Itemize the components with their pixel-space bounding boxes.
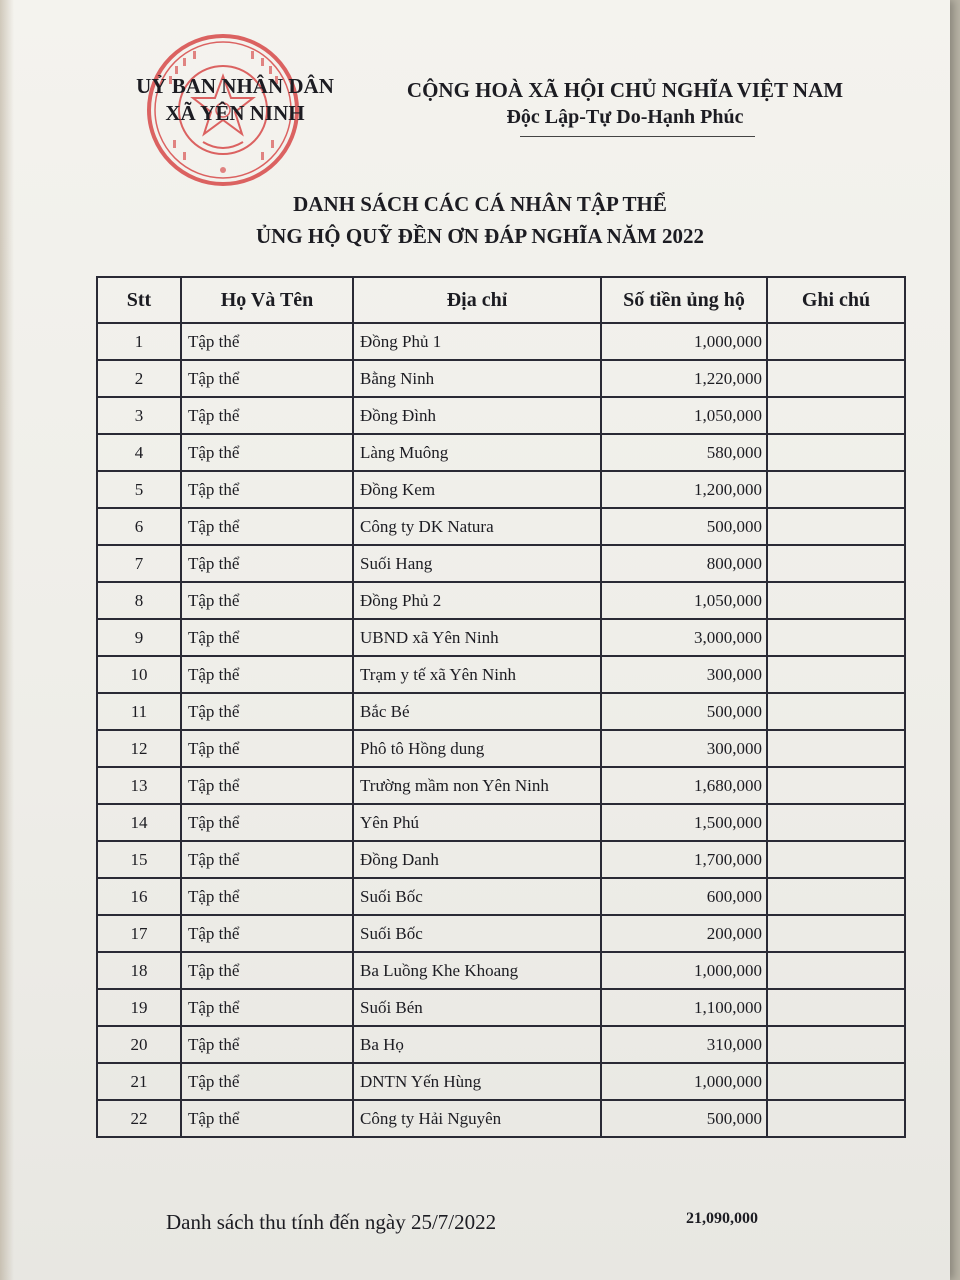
row-name: Tập thể [181, 1100, 353, 1137]
row-stt: 18 [97, 952, 181, 989]
row-amount: 1,680,000 [601, 767, 767, 804]
row-note [767, 1100, 905, 1137]
table-header-row [97, 277, 905, 323]
row-address: Đồng Phủ 1 [353, 323, 601, 360]
row-address: Ba Họ [353, 1026, 601, 1063]
row-name: Tập thể [181, 767, 353, 804]
row-name: Tập thể [181, 804, 353, 841]
row-address: Suối Hang [353, 545, 601, 582]
row-note [767, 545, 905, 582]
row-address: Đồng Kem [353, 471, 601, 508]
row-address: Ba Luồng Khe Khoang [353, 952, 601, 989]
table-row [97, 1026, 905, 1063]
row-name: Tập thể [181, 360, 353, 397]
row-amount: 1,050,000 [601, 582, 767, 619]
row-stt: 17 [97, 915, 181, 952]
row-stt: 11 [97, 693, 181, 730]
row-stt: 13 [97, 767, 181, 804]
row-amount: 1,100,000 [601, 989, 767, 1026]
row-note [767, 915, 905, 952]
row-name: Tập thể [181, 1026, 353, 1063]
row-stt: 1 [97, 323, 181, 360]
row-stt: 5 [97, 471, 181, 508]
row-name: Tập thể [181, 989, 353, 1026]
row-amount: 3,000,000 [601, 619, 767, 656]
row-name: Tập thể [181, 915, 353, 952]
row-stt: 22 [97, 1100, 181, 1137]
row-amount: 300,000 [601, 656, 767, 693]
row-address: Công ty DK Natura [353, 508, 601, 545]
row-amount: 310,000 [601, 1026, 767, 1063]
row-note [767, 471, 905, 508]
table-row [97, 471, 905, 508]
row-note [767, 656, 905, 693]
column-header-address: Địa chỉ [353, 277, 601, 323]
motto-underline [520, 136, 755, 137]
row-stt: 15 [97, 841, 181, 878]
row-note [767, 360, 905, 397]
row-note [767, 841, 905, 878]
row-amount: 300,000 [601, 730, 767, 767]
row-note [767, 619, 905, 656]
row-note [767, 989, 905, 1026]
row-address: Trạm y tế xã Yên Ninh [353, 656, 601, 693]
row-address: Đồng Đình [353, 397, 601, 434]
table-row [97, 582, 905, 619]
row-stt: 10 [97, 656, 181, 693]
row-address: Suối Bốc [353, 878, 601, 915]
row-address: DNTN Yến Hùng [353, 1063, 601, 1100]
row-amount: 500,000 [601, 693, 767, 730]
row-stt: 14 [97, 804, 181, 841]
row-name: Tập thể [181, 730, 353, 767]
row-name: Tập thể [181, 841, 353, 878]
row-note [767, 693, 905, 730]
row-note [767, 952, 905, 989]
national-motto: Độc Lập-Tự Do-Hạnh Phúc [506, 106, 744, 128]
row-address: Yên Phú [353, 804, 601, 841]
row-amount: 1,000,000 [601, 952, 767, 989]
column-header-amount: Số tiền ủng hộ [601, 277, 767, 323]
column-header-stt: Stt [97, 277, 181, 323]
row-note [767, 397, 905, 434]
agency-name: UỶ BAN NHÂN DÂN [136, 74, 334, 98]
table-row [97, 730, 905, 767]
row-address: Công ty Hải Nguyên [353, 1100, 601, 1137]
row-address: Trường mầm non Yên Ninh [353, 767, 601, 804]
table-row [97, 767, 905, 804]
row-name: Tập thể [181, 397, 353, 434]
row-note [767, 434, 905, 471]
table-row [97, 878, 905, 915]
row-amount: 580,000 [601, 434, 767, 471]
donation-table [96, 276, 906, 1138]
row-name: Tập thể [181, 582, 353, 619]
row-amount: 1,050,000 [601, 397, 767, 434]
document-title-line1: DANH SÁCH CÁC CÁ NHÂN TẬP THỂ [293, 192, 667, 216]
column-header-note: Ghi chú [767, 277, 905, 323]
row-name: Tập thể [181, 619, 353, 656]
row-stt: 19 [97, 989, 181, 1026]
row-name: Tập thể [181, 1063, 353, 1100]
table-row [97, 508, 905, 545]
row-note [767, 804, 905, 841]
row-stt: 12 [97, 730, 181, 767]
row-amount: 200,000 [601, 915, 767, 952]
row-name: Tập thể [181, 471, 353, 508]
row-note [767, 730, 905, 767]
row-address: Suối Bốc [353, 915, 601, 952]
row-name: Tập thể [181, 545, 353, 582]
row-name: Tập thể [181, 508, 353, 545]
table-row [97, 434, 905, 471]
table-row [97, 841, 905, 878]
row-stt: 8 [97, 582, 181, 619]
table-row [97, 1063, 905, 1100]
row-address: Bắc Bé [353, 693, 601, 730]
table-row [97, 989, 905, 1026]
row-amount: 1,000,000 [601, 1063, 767, 1100]
row-address: Phô tô Hồng dung [353, 730, 601, 767]
row-amount: 1,700,000 [601, 841, 767, 878]
row-address: Làng Muông [353, 434, 601, 471]
row-address: Đồng Phủ 2 [353, 582, 601, 619]
row-note [767, 508, 905, 545]
table-row [97, 952, 905, 989]
table-row [97, 323, 905, 360]
table-row [97, 915, 905, 952]
footer-total-amount: 21,090,000 [686, 1210, 758, 1227]
row-stt: 20 [97, 1026, 181, 1063]
republic-heading: CỘNG HOÀ XÃ HỘI CHỦ NGHĨA VIỆT NAM [406, 78, 844, 102]
row-stt: 4 [97, 434, 181, 471]
row-note [767, 878, 905, 915]
footer-date-note: Danh sách thu tính đến ngày 25/7/2022 [166, 1210, 497, 1234]
row-name: Tập thể [181, 323, 353, 360]
document-title-line2: ỦNG HỘ QUỸ ĐỀN ƠN ĐÁP NGHĨA NĂM 2022 [255, 224, 704, 248]
table-row [97, 545, 905, 582]
row-stt: 3 [97, 397, 181, 434]
table-row [97, 1100, 905, 1137]
row-note [767, 767, 905, 804]
row-name: Tập thể [181, 693, 353, 730]
row-amount: 600,000 [601, 878, 767, 915]
table-row [97, 804, 905, 841]
row-name: Tập thể [181, 656, 353, 693]
row-note [767, 582, 905, 619]
row-stt: 6 [97, 508, 181, 545]
row-address: Bằng Ninh [353, 360, 601, 397]
commune-name: XÃ YÊN NINH [165, 101, 305, 125]
row-stt: 7 [97, 545, 181, 582]
row-address: Đồng Danh [353, 841, 601, 878]
row-note [767, 1063, 905, 1100]
table-row [97, 619, 905, 656]
row-stt: 21 [97, 1063, 181, 1100]
row-name: Tập thể [181, 434, 353, 471]
row-amount: 1,200,000 [601, 471, 767, 508]
row-amount: 500,000 [601, 508, 767, 545]
table-row [97, 397, 905, 434]
row-address: Suối Bén [353, 989, 601, 1026]
row-note [767, 1026, 905, 1063]
row-amount: 1,500,000 [601, 804, 767, 841]
row-amount: 500,000 [601, 1100, 767, 1137]
row-amount: 1,000,000 [601, 323, 767, 360]
row-name: Tập thể [181, 952, 353, 989]
table-row [97, 360, 905, 397]
row-amount: 1,220,000 [601, 360, 767, 397]
row-note [767, 323, 905, 360]
table-row [97, 656, 905, 693]
row-amount: 800,000 [601, 545, 767, 582]
row-name: Tập thể [181, 878, 353, 915]
row-stt: 9 [97, 619, 181, 656]
row-stt: 16 [97, 878, 181, 915]
table-row [97, 693, 905, 730]
column-header-name: Họ Và Tên [181, 277, 353, 323]
row-address: UBND xã Yên Ninh [353, 619, 601, 656]
row-stt: 2 [97, 360, 181, 397]
